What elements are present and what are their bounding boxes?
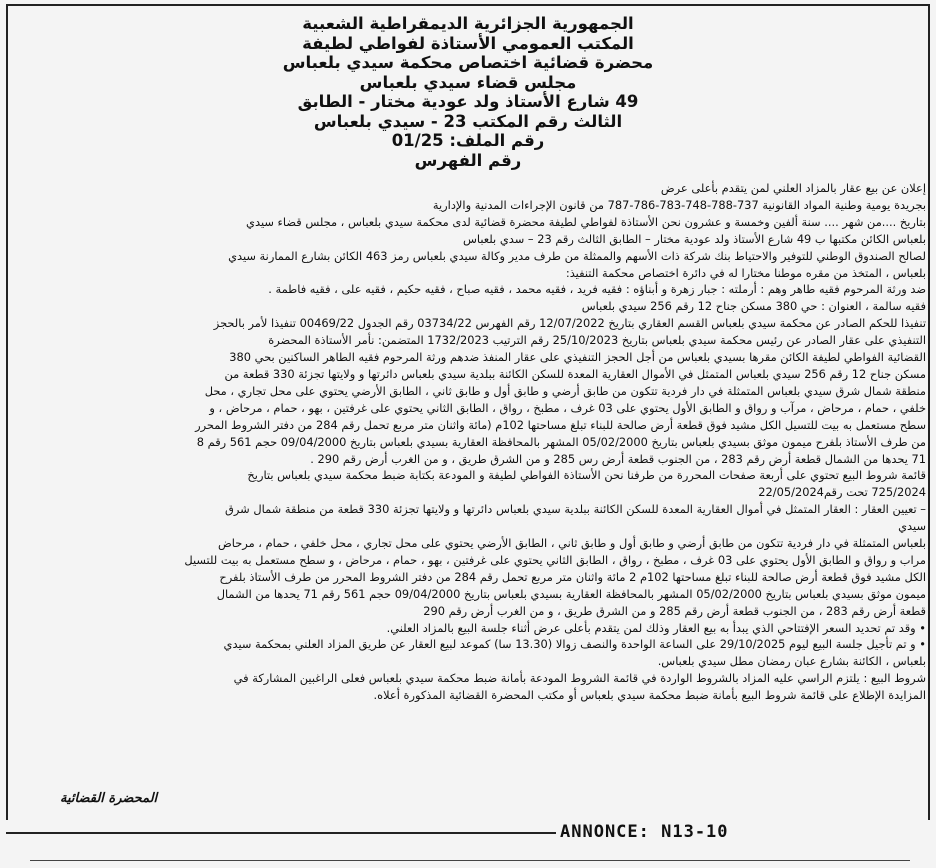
body-line: • و تم تأجيل جلسة البيع ليوم 29/10/2025 على الساعة الواحدة والنصف زوالا (13.30 سا) كموعد لبيع العقار عن طريق المزاد العلني بمحكمة سيدي — [223, 637, 926, 652]
body-line: من طرف الأستاذ بلفرح ميمون موثق بسيدي بلعباس بتاريخ 05/02/2000 المشهر بالمحافظة العقارية بسيدي بلعباس بتاريخ 09/04/2000 حجم 561 رقم 8 — [196, 434, 926, 449]
body-line: سيدي — [898, 519, 926, 534]
body-line: • وقد تم تحديد السعر الإفتتاحي الذي يبدأ به بيع العقار وذلك لمن يتقدم بأعلى عرض أثناء جلسة البيع بالمزاد العلني. — [386, 620, 926, 635]
body-line: شروط البيع : يلتزم الراسي عليه المزاد بالشروط الواردة في قائمة الشروط المودعة بأمانة ضبط محكمة سيدي بلعباس فعلى الراغبين المشاركة في — [233, 671, 926, 686]
body-line: بلعباس المتمثلة في دار فردية تتكون من طابق أرضي و طابق أول و طابق ثاني ، الطابق الأرضي يحتوي على محل تجاري ، محل خلفي ، حمام ، مرحاض — [218, 536, 926, 551]
body-line: قطعة أرض رقم 283 ، من الجنوب قطعة أرض رقم 285 و من الشرق طريق ، و من الغرب أرض رقم 290 — [423, 603, 926, 618]
body-line: التنفيذي على عقار الصادر عن رئيس محكمة سيدي بلعباس بتاريخ 25/10/2023 رقم الترتيب 1732/2023 المتضمن: نأمر الأستاذة المحضرة — [268, 333, 926, 348]
file-number: رقم الملف: 01/25 — [391, 131, 545, 150]
header-line: مجلس قضاء سيدي بلعباس — [359, 72, 577, 92]
body-line: بجريدة يومية وطنية المواد القانونية 737-788-748-783-786-787 من قانون الإجراءات المدنية والإدارية — [432, 197, 926, 212]
body-line: فقيه سالمة ، العنوان : حي 380 مسكن جناح 12 رقم 256 سيدي بلعباس — [581, 299, 926, 314]
body-line: إعلان عن بيع عقار بالمزاد العلني لمن يتقدم بأعلى عرض — [660, 181, 926, 195]
bottom-rule — [30, 860, 910, 861]
body-line: بلعباس الكائن مكتبها ب 49 شارع الأستاذ ولد عودية مختار – الطابق الثالث رقم 23 – سدي بلعباس — [462, 231, 926, 246]
body-line: قائمة شروط البيع تحتوي على أربعة صفحات المحررة من طرفنا نحن الأستاذة الفواطي لطيفة و المودعة بكتابة ضبط محكمة سيدي بلعباس بتاريخ — [247, 468, 926, 483]
body-line: ميمون موثق بسيدي بلعباس بتاريخ 05/02/2000 المشهر بالمحافظة العقارية بسيدي بلعباس بتاريخ 09/04/2000 حجم 561 رقم 71 يحدها من الشمال — [216, 586, 926, 601]
body-line: مراب و رواق و الطابق الأول يحتوي على 03 غرف ، مطبخ ، رواق ، الطابق الثاني يحتوي على غرفتين ، بهو ، حمام ، مرحاض ، و سطح مستعمل به بيت للتسيل — [184, 552, 926, 567]
body-line: لصالح الصندوق الوطني للتوفير والاحتياط بنك شركة ذات الأسهم والممثلة من طرف مدير وكالة سيدي بلعباس رمز 463 الكائن بشارع الممارنة سيدي — [228, 248, 926, 263]
body-line: الكل مشيد فوق قطعة أرض صالحة للبناء تبلغ مساحتها 102م 2 مائة واثنان متر مربع تحمل رقم 284 من دفتر الشروط المحرر من طرف الأستاذ بلفرح — [219, 569, 926, 584]
body-line: 725/2024 تحت رقم22/05/2024 — [758, 485, 926, 500]
signature: المحضرة القضائية — [60, 791, 158, 806]
body-line: تنفيذا للحكم الصادر عن محكمة سيدي بلعباس القسم العقاري بتاريخ 12/07/2022 رقم الفهرس 03734/22 رقم الجدول 00469/22 تنفيذا لأمر بالحجز — [213, 316, 926, 331]
header-line: محضرة قضائية اختصاص محكمة سيدي بلعباس — [282, 53, 654, 72]
annonce-rule — [6, 832, 556, 834]
header-line: 49 شارع الأستاذ ولد عودية مختار - الطابق — [297, 92, 639, 111]
body-line: القضائية الفواطي لطيفة الكائن مقرها بسيدي بلعباس من أجل الحجز التنفيذي على عقار المنفذ ضدهم ورثة المرحوم فقيه الطاهر الساكنين بحي 380 — [229, 350, 926, 365]
notice-header — [0, 14, 936, 170]
body-line: بلعباس ، المتخذ من مقره موطنا مختارا له في دائرة اختصاص محكمة التنفيذ: — [565, 265, 926, 280]
body-line: 71 يحدها من الشمال قطعة أرض رقم 283 ، من الجنوب قطعة أرض رس 285 و من الشرق طريق ، و من الغرب أرض رقم 290 . — [310, 451, 926, 466]
notice-body — [14, 180, 926, 704]
header-line: المكتب العمومي الأستاذة لفواطي لطيفة — [302, 33, 634, 53]
body-line: بلعباس ، الكائنة بشارع عبان رمضان مطل سيدي بلعباس. — [657, 654, 926, 669]
body-line: ضد ورثة المرحوم فقيه طاهر وهم : أرملته : جبار زهرة و أبناؤه : فقيه فريد ، فقيه محمد ، فقيه صباح ، فقيه حكيم ، فقيه على ، فقيه فاطمة . — [268, 282, 926, 297]
body-line: خلفي ، حمام ، مرحاض ، مرآب و رواق و الطابق الأول يحتوي على 03 غرف ، مطبخ ، رواق ، الطابق الثاني يحتوي على غرفتين ، بهو ، حمام ، مرحاض ، و — [209, 400, 926, 415]
body-line: مسكن جناح 12 رقم 256 سيدي بلعباس المتمثل في الأموال العقارية المعدة للسكن الكائنة ببلدية سيدي بلعباس دائرتها و ولايتها تجزئة 330 قطعة من — [224, 366, 926, 381]
body-line: المزايدة الإطلاع على قائمة شروط البيع بأمانة ضبط محكمة سيدي بلعباس أو مكتب المحضرة القضائية المذكورة أعلاه. — [373, 688, 926, 703]
annonce-label: ANNONCE: N13-10 — [560, 822, 729, 842]
body-line: منطقة شمال شرق سيدي بلعباس المتمثلة في دار فردية تتكون من طابق أرضي و طابق أول و طابق ثاني ، الطابق الأرضي يحتوي على محل تجاري ، محل — [204, 383, 926, 398]
body-line: سطح مستعمل به بيت للتسيل الكل مشيد فوق قطعة أرض صالحة للبناء تبلغ مساحتها 102م (مائة واثنان متر مربع تحمل رقم 284 من دفتر الشروط المحرر — [195, 417, 926, 432]
index-number: رقم الفهرس — [414, 150, 522, 170]
body-line: – تعيين العقار : العقار المتمثل في أموال العقارية المعدة للسكن الكائنة ببلدية سيدي بلعباس دائرتها و ولايتها تجزئة 330 قطعة من منطقة شمال شرق — [225, 502, 926, 517]
header-line: الجمهورية الجزائرية الديمقراطية الشعبية — [302, 14, 634, 33]
body-line: بتاريخ ....من شهر .... سنة ألفين وخمسة و عشرون نحن الأستاذة لفواطي لطيفة محضرة قضائية لدى محكمة سيدي بلعباس ، مجلس قضاء سيدي — [246, 214, 926, 229]
header-line: الثالث رقم المكتب 23 - سيدي بلعباس — [313, 111, 623, 131]
